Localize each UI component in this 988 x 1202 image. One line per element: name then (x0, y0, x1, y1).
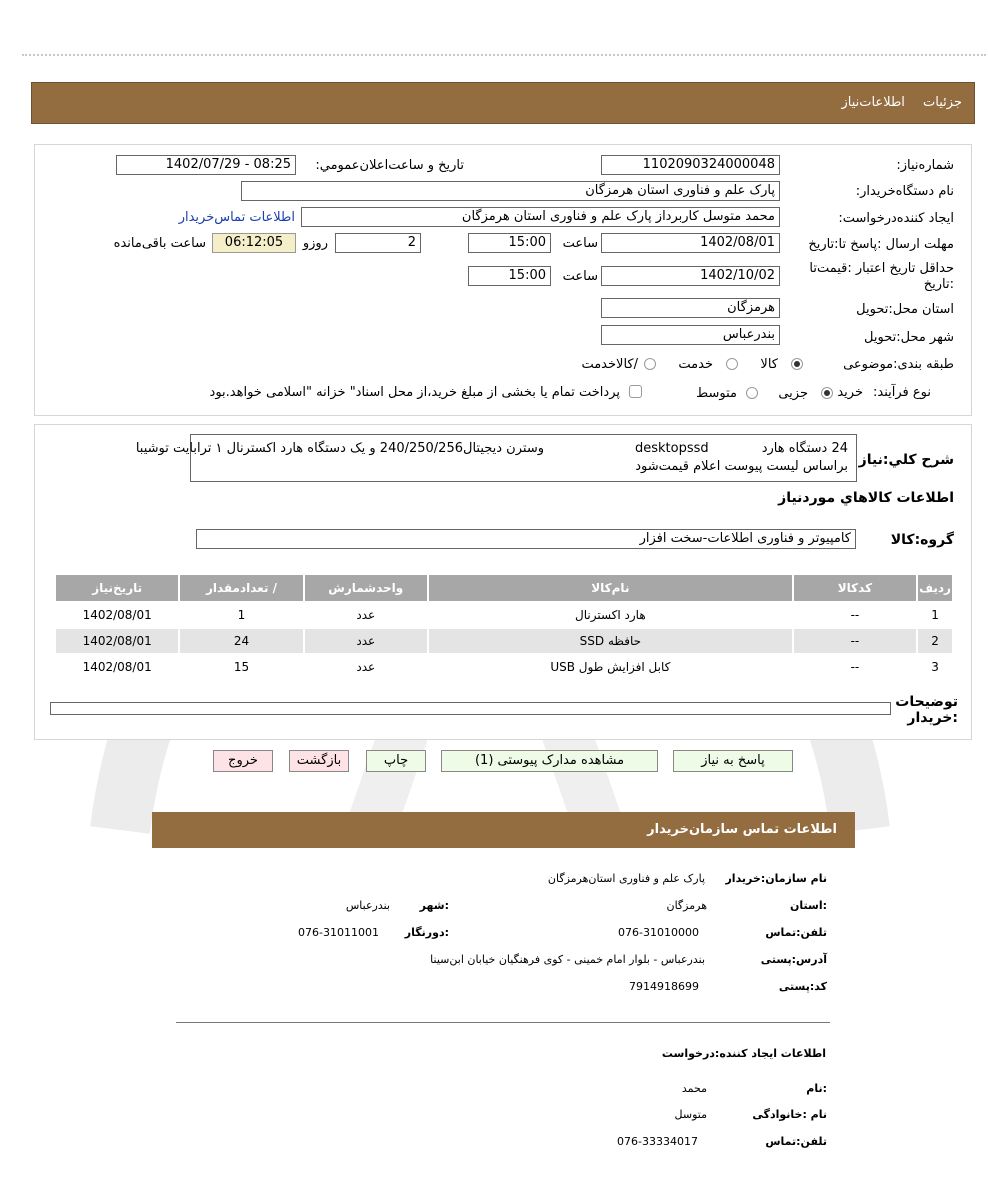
reply-button[interactable]: پاسخ به نیاز (673, 750, 793, 772)
contact-phone-value: 076-31010000 (618, 926, 699, 939)
cell-name: کابل افزایش طول USB (429, 655, 792, 679)
goods-info-heading: اطلاعات کالاهاي مورد‌نیاز (778, 490, 954, 506)
deadline-time-field: 15:00 (468, 233, 551, 253)
radio-category-service[interactable] (726, 358, 738, 370)
cell-code: -- (794, 655, 916, 679)
contact-org-value: پارک علم و فناوری استان‌هرمزگان (547, 872, 705, 885)
announce-label: تاریخ و ساعت‌اعلان‌عمومي: (315, 158, 464, 173)
province-label: استان محل:تحویل (856, 302, 954, 317)
remaining-time-label: ساعت باقی‌مانده (113, 236, 206, 251)
city-field: بندرعباس (601, 325, 780, 345)
contact-fax-label: :دورنگار (404, 926, 449, 939)
creator-family-label: نام :خانوادگی (752, 1108, 827, 1121)
category-goods-label: کالا (760, 357, 778, 372)
days-field: 2 (335, 233, 421, 253)
col-name: نام‌کالا (429, 575, 792, 601)
contact-postal-value: 7914918699 (629, 980, 699, 993)
cell-unit: عدد (305, 603, 427, 627)
contact-province-value: هرمزگان (666, 899, 707, 912)
process-buy-label: خرید (837, 385, 863, 400)
cell-code: -- (794, 603, 916, 627)
cell-name: هارد اکسترنال (429, 603, 792, 627)
creator-name-label: :نام (806, 1082, 827, 1095)
creator-label: ایجاد کننده‌درخواست: (838, 211, 954, 226)
goods-table (54, 573, 954, 681)
deadline-time-label: ساعت (562, 236, 598, 251)
need-number-field: 1102090324000048 (601, 155, 780, 175)
validity-time-field: 15:00 (468, 266, 551, 286)
validity-date-field: 1402/10/02 (601, 266, 780, 286)
province-field: هرمزگان (601, 298, 780, 318)
contact-divider (176, 1022, 830, 1023)
cell-unit: عدد (305, 655, 427, 679)
top-dotted-divider (22, 54, 986, 56)
buyer-notes-label: توضیحات :خریدار (895, 694, 958, 726)
category-label: طبقه بندی:موضوعی (843, 357, 954, 372)
creator-family-value: متوسل (674, 1108, 707, 1121)
general-desc-label: شرح کلي:نیاز (858, 452, 954, 468)
contact-city-label: :شهر (419, 899, 449, 912)
cell-row: 1 (918, 603, 952, 627)
process-medium-label: متوسط (696, 386, 737, 401)
buyer-contact-link[interactable]: اطلاعات تماس‌خریدار (178, 210, 295, 225)
cell-qty: 15 (180, 655, 302, 679)
col-unit: واحدشمارش (305, 575, 427, 601)
radio-category-goods[interactable] (791, 358, 803, 370)
exit-button[interactable]: خروج (213, 750, 273, 772)
table-row[interactable] (56, 655, 952, 679)
cell-row: 2 (918, 629, 952, 653)
remaining-time: 06:12:05 (212, 233, 296, 253)
cell-date: 1402/08/01 (56, 629, 178, 653)
tab-need-info[interactable]: اطلاعات‌نیاز (841, 95, 905, 110)
creator-name-value: محمد (681, 1082, 707, 1095)
process-partial-label: جزیی (778, 386, 808, 401)
print-button[interactable]: چاپ (366, 750, 426, 772)
announce-field: 1402/07/29 - 08:25 (116, 155, 296, 175)
days-label: روزو (302, 236, 328, 251)
table-row[interactable] (56, 603, 952, 627)
buyer-org-label: نام دستگاه‌خریدار: (855, 184, 954, 199)
goods-group-label: گروه:کالا (890, 532, 954, 548)
contact-section-header (152, 812, 855, 848)
contact-phone-label: تلفن:تماس (765, 926, 827, 939)
contact-section-title: اطلاعات تماس سازمان‌خریدار (647, 822, 837, 837)
col-qty: / تعدادمقدار (180, 575, 302, 601)
general-desc-line1-right: 24 دستگاه هارد (761, 441, 848, 456)
contact-org-label: نام سازمان:خریدار (725, 872, 827, 885)
creator-field: محمد متوسل کاربرداز پارک علم و فناوری استان هرمزگان (301, 207, 780, 227)
general-desc-line1-mid: desktopssd (635, 441, 709, 456)
radio-process-partial[interactable] (821, 387, 833, 399)
table-header-row (56, 575, 952, 601)
creator-info-heading: اطلاعات ایجاد کننده:درخواست (661, 1047, 826, 1060)
need-number-label: شماره‌نیاز: (896, 158, 954, 173)
table-row[interactable] (56, 629, 952, 653)
deadline-label: مهلت ارسال :پاسخ تا:تاریخ (808, 237, 954, 252)
contact-address-value: بندرعباس - بلوار امام خمینی - کوی فرهنگیان خیابان ابن‌سینا (430, 953, 705, 966)
page-header (31, 82, 975, 124)
general-desc-line2: براساس لیست پیوست اعلام قیمت‌شود (635, 459, 848, 474)
category-both-label: /کالاخدمت (581, 357, 638, 372)
goods-group-field: کامپیوتر و فناوری اطلاعات-سخت افزار (196, 529, 856, 549)
deadline-date-field: 1402/08/01 (601, 233, 780, 253)
general-desc-line1-left: وسترن دیجیتال240/250/256 و یک دستگاه هارد اکسترنال ۱ ترابایت توشیبا (135, 441, 544, 456)
cell-name: حافظه SSD (429, 629, 792, 653)
validity-label: حداقل تاریخ اعتبار :قیمت‌تا :تاریخ (809, 261, 954, 292)
contact-province-label: :استان (790, 899, 827, 912)
creator-phone-label: تلفن:تماس (765, 1135, 827, 1148)
cell-unit: عدد (305, 629, 427, 653)
treasury-payment-note: پرداخت تمام یا بخشی از مبلغ خرید،از محل اسناد" خزانه "اسلامی خواهد.بود (209, 385, 620, 400)
validity-time-label: ساعت (562, 269, 598, 284)
back-button[interactable]: بازگشت (289, 750, 349, 772)
col-date: تاریخ‌نیاز (56, 575, 178, 601)
contact-postal-label: کد:پستی (778, 980, 827, 993)
city-label: شهر محل:تحویل (864, 330, 954, 345)
creator-phone-value: 076-33334017 (617, 1135, 698, 1148)
view-attachments-button[interactable]: مشاهده مدارک پیوستی (1) (441, 750, 658, 772)
cell-row: 3 (918, 655, 952, 679)
cell-code: -- (794, 629, 916, 653)
cell-qty: 24 (180, 629, 302, 653)
col-row: ردیف (918, 575, 952, 601)
contact-city-value: بندرعباس (345, 899, 390, 912)
buyer-notes-field (50, 702, 891, 715)
radio-process-medium[interactable] (746, 387, 758, 399)
radio-category-both[interactable] (644, 358, 656, 370)
cell-date: 1402/08/01 (56, 603, 178, 627)
buyer-org-field: پارک علم و فناوری استان هرمزگان (241, 181, 780, 201)
tab-details[interactable]: جزئیات (923, 95, 962, 110)
contact-address-label: آدرس:پستی (760, 953, 827, 966)
col-code: کدکالا (794, 575, 916, 601)
process-type-label: نوع فرآیند: (873, 385, 931, 400)
category-service-label: خدمت (678, 357, 713, 372)
cell-qty: 1 (180, 603, 302, 627)
treasury-payment-checkbox[interactable] (629, 385, 642, 398)
general-desc-box (135, 434, 857, 482)
cell-date: 1402/08/01 (56, 655, 178, 679)
contact-fax-value: 076-31011001 (298, 926, 379, 939)
